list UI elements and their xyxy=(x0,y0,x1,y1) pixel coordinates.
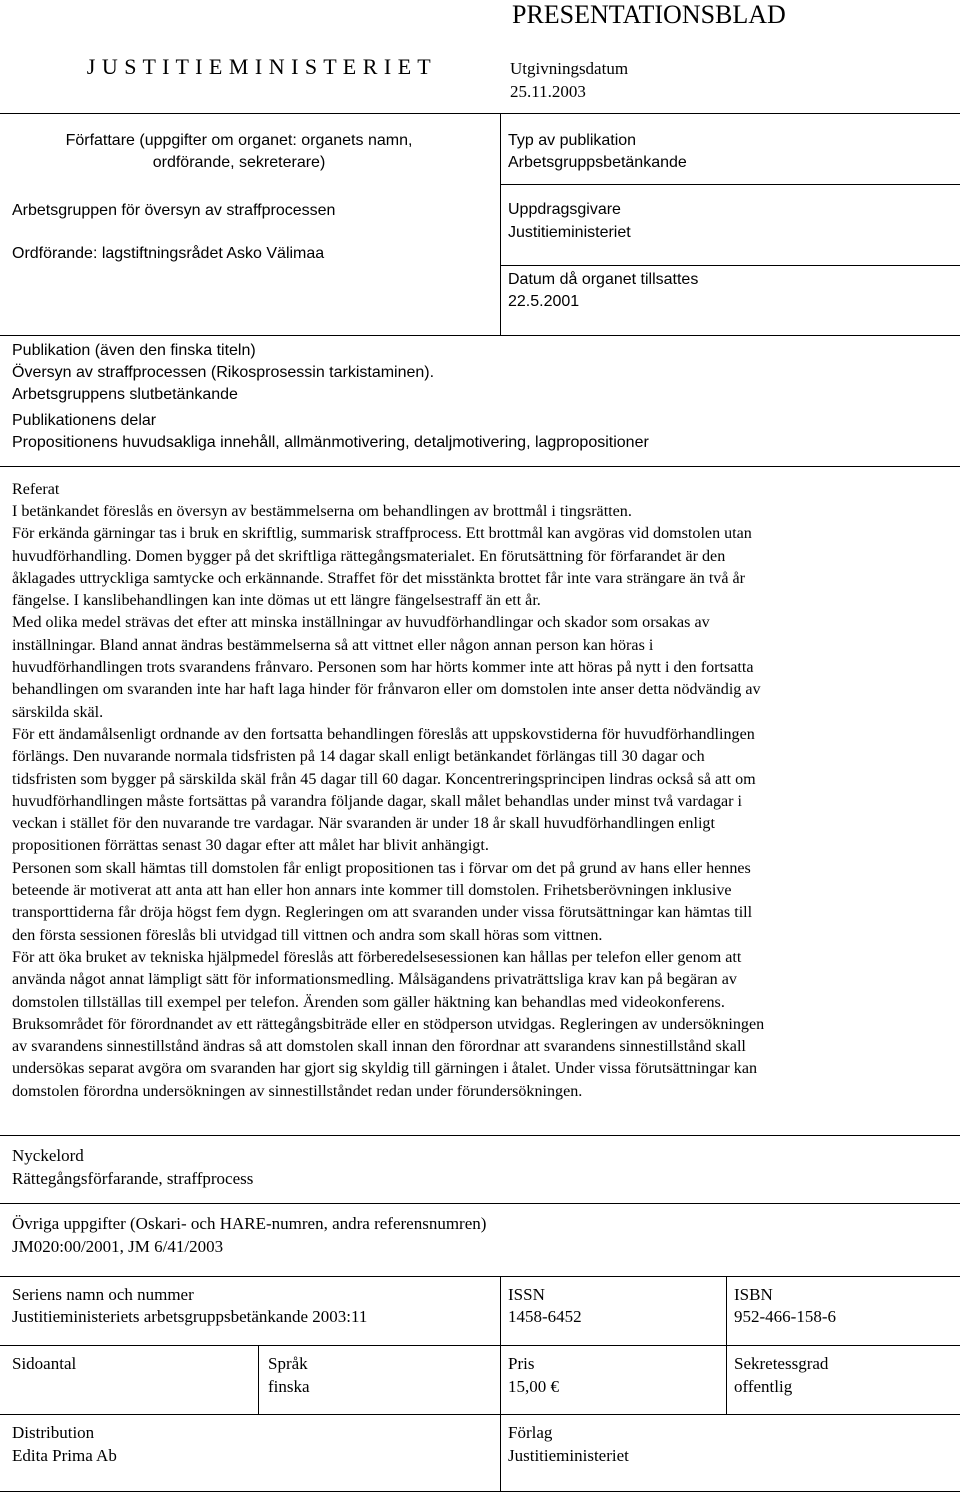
abstract-line: Personen som skall hämtas till domstolen får enligt propositionen tas i förvar om det på grund av hans eller hennes xyxy=(12,859,751,877)
commissioner-value: Justitieministeriet xyxy=(508,224,631,241)
publisher-label: Förlag xyxy=(508,1423,553,1442)
working-group: Arbetsgruppen för översyn av straffprocessen xyxy=(12,202,336,219)
abstract-line: tidsfristen som bygger på särskilda skäl från 45 dagar till 60 dagar. Koncentreringsprincipen lindras också så att om xyxy=(12,770,756,788)
abstract-line: transporttiderna får dröja högst fem dygn. Regleringen om att svaranden under vissa förutsättningar kan hämtas till xyxy=(12,904,753,922)
abstract-line: fängelse. I kanslibehandlingen kan inte dömas ut ett längre fängelsestraff än ett år. xyxy=(12,592,541,610)
abstract-line: För att öka bruket av tekniska hjälpmedel föreslås att förberedelsesessionen kan hållas per telefon eller genom att xyxy=(12,948,742,966)
issn-label: ISSN xyxy=(508,1285,545,1304)
author-label: Författare (uppgifter om organet: organets namn, xyxy=(65,132,413,149)
abstract-line: För ett ändamålsenligt ordnande av den fortsatta behandlingen föreslås att uppskovstiderna för huvudförhandlingen xyxy=(12,725,755,743)
pages-label: Sidoantal xyxy=(12,1354,77,1373)
appointed-label: Datum då organet tillsattes xyxy=(508,271,699,288)
publication-subtitle: Arbetsgruppens slutbetänkande xyxy=(12,386,238,403)
issn-value: 1458-6452 xyxy=(508,1307,582,1326)
abstract-label: Referat xyxy=(12,481,60,498)
abstract-line: huvudförhandlingen måste fortsättas på varandra följande dagar, skall målet behandlas under minst två vardagar i xyxy=(12,792,743,810)
abstract-line: förlängs. Den nuvarande normala tidsfristen på 14 dagar skall enligt betänkandet förlängas till 30 dagar och xyxy=(12,748,705,766)
divider xyxy=(0,335,960,336)
abstract-line: huvudförhandling. Domen bygger på det skriftliga rättegångsmaterialet. En förutsättning för förfarandet är den xyxy=(12,547,726,565)
divider xyxy=(500,184,960,185)
abstract-line: den första sessionen föreslås bli utvidgad till vittnen och andra som skall höras som vittnen. xyxy=(12,926,603,944)
abstract-text xyxy=(12,501,956,1103)
commissioner-label: Uppdragsgivare xyxy=(508,201,621,218)
keywords-label: Nyckelord xyxy=(12,1146,84,1165)
divider xyxy=(500,113,501,335)
price-value: 15,00 € xyxy=(508,1377,559,1396)
divider xyxy=(500,265,960,266)
abstract-line: undersökas separat avgöra om svaranden har gjort sig skyldig till gärningen i åtalet. Under vissa förutsättningar kan xyxy=(12,1060,758,1078)
divider xyxy=(0,1414,960,1415)
language-label: Språk xyxy=(268,1354,308,1373)
abstract-line: huvudförhandlingen trots svarandens frånvaro. Personen som har hörts kommer inte att höras på nytt i den fortsatta xyxy=(12,659,754,677)
language-value: finska xyxy=(268,1377,310,1396)
publication-parts-label: Publikationens delar xyxy=(12,412,157,429)
isbn-value: 952-466-158-6 xyxy=(734,1307,836,1326)
abstract-line: av svarandens sinnestillstånd ändras så att domstolen skall innan den förordnar att svarandens sinnestillstånd skall xyxy=(12,1038,746,1056)
publisher-value: Justitieministeriet xyxy=(508,1446,629,1465)
divider xyxy=(0,1203,960,1204)
abstract-line: Med olika medel strävas det efter att minska inställningar av huvudförhandlingar och skador som orsakas av xyxy=(12,614,710,632)
divider xyxy=(258,1345,259,1414)
author-label-cont: ordförande, sekreterare) xyxy=(152,154,326,171)
issue-date-label: Utgivningsdatum xyxy=(510,59,629,78)
publication-label: Publikation (även den finska titeln) xyxy=(12,342,256,359)
ministry-name: J U S T I T I E M I N I S T E R I E T xyxy=(86,54,432,79)
price-label: Pris xyxy=(508,1354,535,1373)
secrecy-label: Sekretessgrad xyxy=(734,1354,829,1373)
abstract-line: veckan i stället för den nuvarande tre vardagar. När svaranden är under 18 år skall huvudförhandlingen enligt xyxy=(12,815,715,833)
keywords-value: Rättegångsförfarande, straffprocess xyxy=(12,1169,254,1188)
divider xyxy=(0,466,960,467)
abstract-line: inställningar. Bland annat ändras bestämmelserna så att vittnet eller någon annan person kan höras i xyxy=(12,636,654,654)
publication-title: Översyn av straffprocessen (Rikosprosessin tarkistaminen). xyxy=(12,364,435,381)
divider xyxy=(0,1135,960,1136)
abstract-line: åklagades uttryckliga samtycke och erkännande. Straffet för det misstänkta brottet får inte vara strängare än två år xyxy=(12,569,746,587)
abstract-line: särskilda skäl. xyxy=(12,703,104,721)
abstract-line: beteende är motiverat att anta att han eller hon annars inte kommer till domstolen. Frihetsberövningen inklusive xyxy=(12,882,732,900)
abstract-line: använda något annat lämpligt sätt för informationsmedling. Målsägandens privaträttsliga krav kan på begäran av xyxy=(12,971,737,989)
divider xyxy=(0,113,960,114)
abstract-line: I betänkandet föreslås en översyn av bestämmelserna om behandlingen av brottmål i tingsrätten. xyxy=(12,503,632,520)
divider xyxy=(500,1276,501,1492)
other-info-label: Övriga uppgifter (Oskari- och HARE-numren, andra referensnumren) xyxy=(12,1214,487,1233)
other-info-value: JM020:00/2001, JM 6/41/2003 xyxy=(12,1237,224,1256)
abstract-line: behandlingen om svaranden inte har haft laga hinder för frånvaron eller om domstolen inte anser detta nödvändig av xyxy=(12,681,761,699)
distribution-value: Edita Prima Ab xyxy=(12,1446,117,1465)
publication-type-label: Typ av publikation xyxy=(508,132,637,149)
series-label: Seriens namn och nummer xyxy=(12,1285,194,1304)
form-title: PRESENTATIONSBLAD xyxy=(512,0,786,29)
series-value: Justitieministeriets arbetsgruppsbetänkande 2003:11 xyxy=(12,1307,368,1326)
appointed-value: 22.5.2001 xyxy=(508,293,580,310)
abstract-line: Bruksområdet för förordnandet av ett rättegångsbiträde eller en stödperson utvidgas. Regleringen av undersökningen xyxy=(12,1015,765,1033)
isbn-label: ISBN xyxy=(734,1285,773,1304)
publication-parts: Propositionens huvudsakliga innehåll, allmänmotivering, detaljmotivering, lagpropositioner xyxy=(12,434,649,451)
issue-date: 25.11.2003 xyxy=(510,82,586,101)
abstract-line: För erkända gärningar tas i bruk en skriftlig, summarisk straffprocess. Ett brottmål kan avgöras vid domstolen utan xyxy=(12,525,752,543)
secrecy-value: offentlig xyxy=(734,1377,793,1396)
abstract-line: propositionen förrättas senast 30 dagar efter att målet har blivit anhängigt. xyxy=(12,837,489,855)
abstract-line: domstolen förordna undersökningen av sinnestillståndet redan under förundersökningen. xyxy=(12,1082,583,1100)
publication-type-value: Arbetsgruppsbetänkande xyxy=(508,154,687,171)
distribution-label: Distribution xyxy=(12,1423,95,1442)
abstract-line: domstolen tillställas till exempel per telefon. Ärenden som gäller häktning kan behandlas med videokonferens. xyxy=(12,993,725,1011)
chairperson: Ordförande: lagstiftningsrådet Asko Välimaa xyxy=(12,245,325,262)
divider xyxy=(0,1276,960,1277)
divider xyxy=(0,1345,960,1346)
